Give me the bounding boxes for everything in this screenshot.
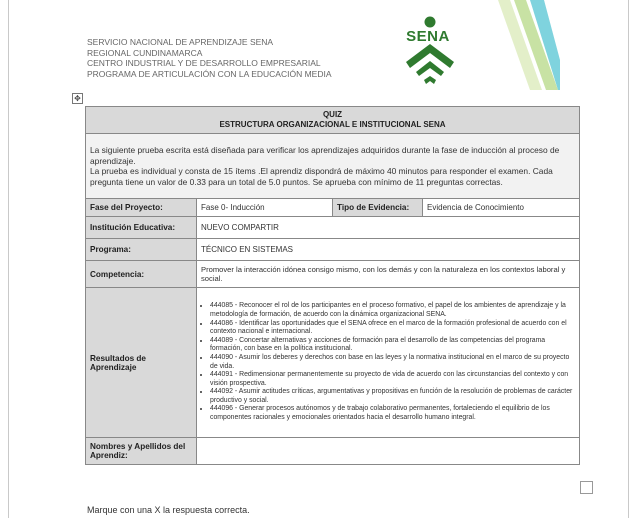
- tipo-value[interactable]: Evidencia de Conocimiento: [423, 199, 580, 217]
- table-row: [86, 134, 580, 199]
- decorative-stripes: [480, 0, 560, 90]
- quiz-title-line1: QUIZ: [322, 110, 343, 119]
- institucion-label: Institución Educativa:: [86, 217, 197, 239]
- header-line: PROGRAMA DE ARTICULACIÓN CON LA EDUCACIÓN MEDIA: [87, 68, 332, 79]
- nombres-field[interactable]: [197, 438, 580, 465]
- quiz-title: [86, 107, 580, 134]
- resultados-list: [200, 302, 576, 422]
- intro-text: [86, 134, 580, 199]
- programa-label: Programa:: [86, 239, 197, 261]
- fase-value[interactable]: Fase 0- Inducción: [197, 199, 333, 217]
- list-item: • 444085 - Reconocer el rol de los participantes en el proceso formativo, el papel de los ambientes de aprendizaje y la metodología de formación, de acuerdo con la dinámica organizacional SENA.: [210, 302, 576, 319]
- quiz-table: [85, 106, 580, 465]
- intro-paragraph: La prueba es individual y consta de 15 ítems .El aprendiz dispondrá de máximo 40 minutos para responder el examen. Cada pregunta tiene un valor de 0.33 para un total de 5.0 puntos. Se aprueba con mínimo de 11 preguntas correctas.: [90, 166, 553, 187]
- resultados-label: Resultados de Aprendizaje: [86, 288, 197, 438]
- sena-logo: [396, 16, 468, 92]
- institucion-value[interactable]: NUEVO COMPARTIR: [197, 217, 580, 239]
- table-row: [86, 107, 580, 134]
- tipo-label: Tipo de Evidencia:: [333, 199, 423, 217]
- intro-paragraph: La siguiente prueba escrita está diseñada para verificar los aprendizajes adquiridos durante la fase de inducción al proceso de aprendizaje.: [90, 145, 560, 166]
- list-item: • 444092 - Asumir actitudes críticas, argumentativas y propositivas en función de la resolución de problemas de carácter productivo y social.: [210, 388, 576, 405]
- programa-value[interactable]: TÉCNICO EN SISTEMAS: [197, 239, 580, 261]
- table-resize-handle[interactable]: [580, 481, 593, 494]
- list-item: • 444086 - Identificar las oportunidades que el SENA ofrece en el marco de la formación profesional de acuerdo con el contexto nacional e internacional.: [210, 320, 576, 337]
- fase-label: Fase del Proyecto:: [86, 199, 197, 217]
- table-row: [86, 438, 580, 465]
- list-item: • 444089 - Concertar alternativas y acciones de formación para el desarrollo de las competencias del programa formación, con base en la política institucional.: [210, 337, 576, 354]
- resultados-list-cell[interactable]: [197, 288, 580, 438]
- table-row: [86, 217, 580, 239]
- list-item: • 444096 - Generar procesos autónomos y de trabajo colaborativo permanentes, fortaleciendo el equilibrio de los componentes racionales y emocionales orientados hacia el desarrollo humano integral.: [210, 405, 576, 422]
- header-line: REGIONAL CUNDINAMARCA: [87, 47, 203, 58]
- page-margin-line-right: [628, 0, 629, 518]
- list-item: • 444091 - Redimensionar permanentemente su proyecto de vida de acuerdo con las circunstancias del contexto y con visión prospectiva.: [210, 371, 576, 388]
- document-header: [87, 37, 332, 79]
- quiz-title-line2: ESTRUCTURA ORGANIZACIONAL E INSTITUCIONAL SENA: [219, 120, 446, 129]
- table-move-handle-icon[interactable]: ✥: [72, 93, 83, 104]
- competencia-value[interactable]: Promover la interacción idónea consigo mismo, con los demás y con la naturaleza en los contextos laboral y social.: [197, 261, 580, 288]
- header-line: CENTRO INDUSTRIAL Y DE DESARROLLO EMPRESARIAL: [87, 58, 321, 68]
- instruction-text: Marque con una X la respuesta correcta.: [87, 505, 250, 515]
- page-margin-line-left: [8, 0, 9, 518]
- list-item: • 444090 - Asumir los deberes y derechos con base en las leyes y la normativa institucional en el marco de su proyecto de vida.: [210, 354, 576, 371]
- table-row: [86, 239, 580, 261]
- header-line: SERVICIO NACIONAL DE APRENDIZAJE SENA: [87, 37, 274, 47]
- nombres-label: Nombres y Apellidos del Aprendiz:: [86, 438, 197, 465]
- logo-text: SENA: [406, 28, 450, 45]
- competencia-label: Competencia:: [86, 261, 197, 288]
- table-row: [86, 288, 580, 438]
- table-row: [86, 199, 580, 217]
- table-row: [86, 261, 580, 288]
